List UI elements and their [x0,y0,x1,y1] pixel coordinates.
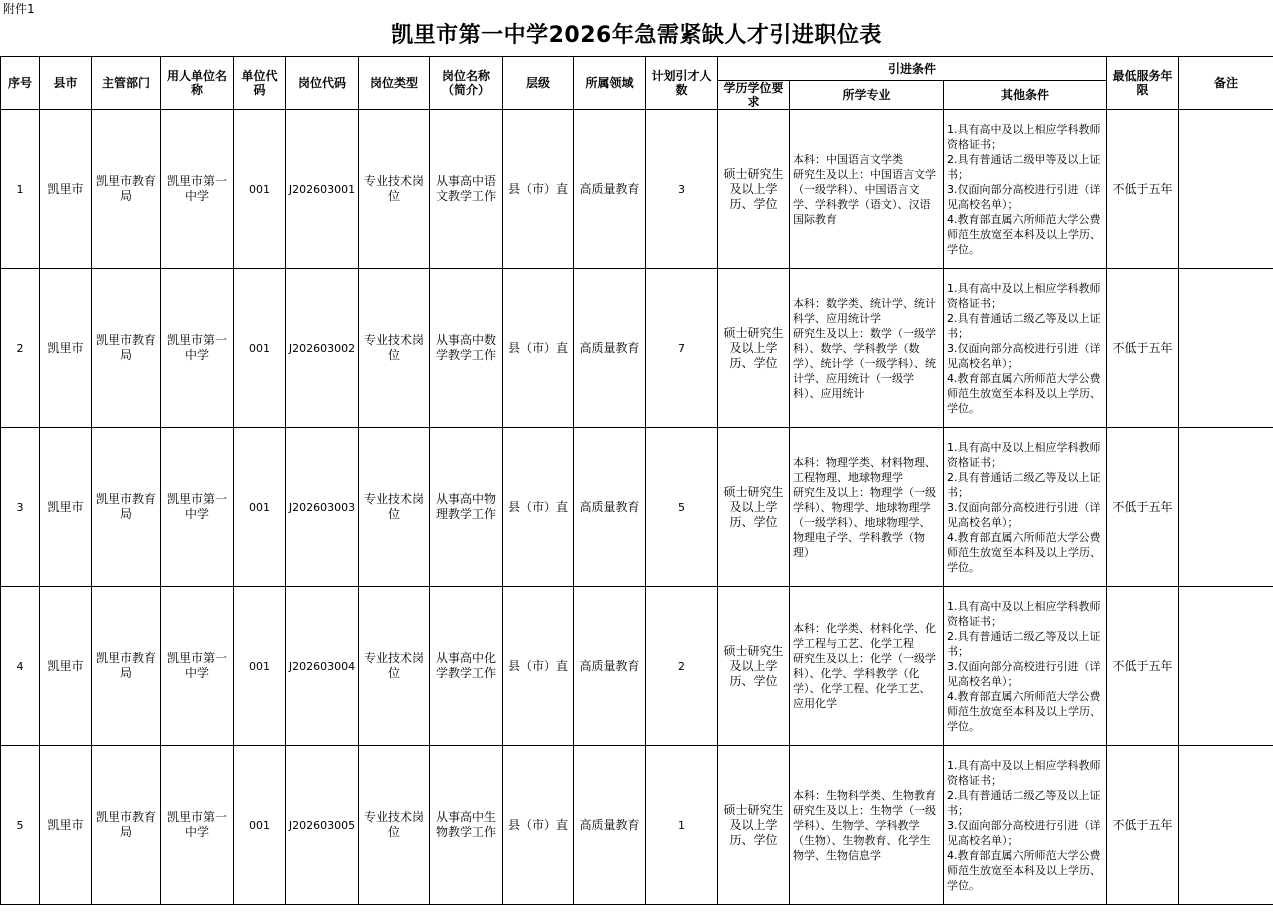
cell-service: 不低于五年 [1107,746,1179,905]
page-title: 凯里市第一中学2026年急需紧缺人才引进职位表 [391,23,882,48]
cell-county: 凯里市 [40,428,92,587]
header-dept: 主管部门 [92,57,161,110]
cell-major: 本科：生物科学类、生物教育 研究生及以上：生物学（一级学科）、生物学、学科教学（生物）、生物教育、化学生物学、生物信息学 [790,746,944,905]
cell-degree: 硕士研究生及以上学历、学位 [718,587,790,746]
cell-seq: 4 [1,587,40,746]
cell-plan: 7 [646,269,718,428]
cell-dept: 凯里市教育局 [92,428,161,587]
cell-unit-name: 凯里市第一中学 [161,587,234,746]
cell-dept: 凯里市教育局 [92,269,161,428]
header-post-name: 岗位名称（简介） [430,57,503,110]
table-row [1,587,1273,746]
cell-unit-name: 凯里市第一中学 [161,428,234,587]
cell-plan: 1 [646,746,718,905]
cell-remark [1179,269,1273,428]
header-field: 所属领域 [574,57,646,110]
cell-unit-code: 001 [234,746,286,905]
cell-county: 凯里市 [40,587,92,746]
header-other: 其他条件 [944,81,1107,110]
cell-service: 不低于五年 [1107,428,1179,587]
table-row [1,746,1273,905]
cell-remark [1179,428,1273,587]
header-unit-name: 用人单位名称 [161,57,234,110]
cell-degree: 硕士研究生及以上学历、学位 [718,269,790,428]
cell-field: 高质量教育 [574,269,646,428]
cell-county: 凯里市 [40,110,92,269]
cell-other: 1.具有高中及以上相应学科教师资格证书； 2.具有普通话二级乙等及以上证书； 3.仅面向部分高校进行引进（详见高校名单）； 4.教育部直属六所师范大学公费师范生放宽至本科及以上学历、学位。 [944,746,1107,905]
header-county: 县市 [40,57,92,110]
cell-degree: 硕士研究生及以上学历、学位 [718,110,790,269]
cell-post-code: J202603002 [286,269,359,428]
cell-seq: 1 [1,110,40,269]
cell-level: 县（市）直 [503,587,574,746]
cell-other: 1.具有高中及以上相应学科教师资格证书； 2.具有普通话二级乙等及以上证书； 3.仅面向部分高校进行引进（详见高校名单）； 4.教育部直属六所师范大学公费师范生放宽至本科及以上学历、学位。 [944,587,1107,746]
cell-level: 县（市）直 [503,110,574,269]
header-unit-code: 单位代码 [234,57,286,110]
cell-level: 县（市）直 [503,746,574,905]
cell-service: 不低于五年 [1107,587,1179,746]
table-row [1,428,1273,587]
cell-seq: 3 [1,428,40,587]
attachment-label: 附件1 [3,2,35,16]
cell-post-type: 专业技术岗位 [359,746,430,905]
cell-degree: 硕士研究生及以上学历、学位 [718,746,790,905]
header-level: 层级 [503,57,574,110]
cell-degree: 硕士研究生及以上学历、学位 [718,428,790,587]
cell-major: 本科：中国语言文学类 研究生及以上：中国语言文学（一级学科）、中国语言文学、学科教学（语文）、汉语国际教育 [790,110,944,269]
cell-post-code: J202603004 [286,587,359,746]
cell-county: 凯里市 [40,746,92,905]
positions-table [0,56,1273,905]
table-row [1,110,1273,269]
cell-post-code: J202603005 [286,746,359,905]
cell-field: 高质量教育 [574,110,646,269]
cell-unit-name: 凯里市第一中学 [161,110,234,269]
cell-post-type: 专业技术岗位 [359,269,430,428]
cell-dept: 凯里市教育局 [92,110,161,269]
cell-post-name: 从事高中语文教学工作 [430,110,503,269]
cell-level: 县（市）直 [503,269,574,428]
cell-remark [1179,110,1273,269]
cell-field: 高质量教育 [574,587,646,746]
cell-major: 本科：物理学类、材料物理、工程物理、地球物理学 研究生及以上：物理学（一级学科）、物理学、地球物理学（一级学科）、地球物理学、物理电子学、学科教学（物理） [790,428,944,587]
cell-unit-code: 001 [234,587,286,746]
header-conditions: 引进条件 [718,57,1107,81]
header-major: 所学专业 [790,81,944,110]
cell-unit-code: 001 [234,269,286,428]
header-post-code: 岗位代码 [286,57,359,110]
cell-plan: 3 [646,110,718,269]
cell-plan: 2 [646,587,718,746]
cell-remark [1179,587,1273,746]
cell-major: 本科：化学类、材料化学、化学工程与工艺、化学工程 研究生及以上：化学（一级学科）、化学、学科教学（化学）、化学工程、化学工艺、应用化学 [790,587,944,746]
cell-seq: 2 [1,269,40,428]
header-seq: 序号 [1,57,40,110]
cell-service: 不低于五年 [1107,269,1179,428]
cell-other: 1.具有高中及以上相应学科教师资格证书； 2.具有普通话二级乙等及以上证书； 3.仅面向部分高校进行引进（详见高校名单）； 4.教育部直属六所师范大学公费师范生放宽至本科及以上学历、学位。 [944,428,1107,587]
cell-major: 本科：数学类、统计学、统计科学、应用统计学 研究生及以上：数学（一级学科）、数学、学科教学（数学）、统计学（一级学科）、统计学、应用统计（一级学科）、应用统计 [790,269,944,428]
cell-unit-code: 001 [234,110,286,269]
cell-post-name: 从事高中数学教学工作 [430,269,503,428]
cell-unit-name: 凯里市第一中学 [161,269,234,428]
cell-post-code: J202603001 [286,110,359,269]
cell-other: 1.具有高中及以上相应学科教师资格证书； 2.具有普通话二级乙等及以上证书； 3.仅面向部分高校进行引进（详见高校名单）； 4.教育部直属六所师范大学公费师范生放宽至本科及以上学历、学位。 [944,269,1107,428]
cell-other: 1.具有高中及以上相应学科教师资格证书； 2.具有普通话二级甲等及以上证书； 3.仅面向部分高校进行引进（详见高校名单）； 4.教育部直属六所师范大学公费师范生放宽至本科及以上学历、学位。 [944,110,1107,269]
cell-remark [1179,746,1273,905]
cell-post-name: 从事高中化学教学工作 [430,587,503,746]
cell-dept: 凯里市教育局 [92,587,161,746]
header-service: 最低服务年限 [1107,57,1179,110]
table-row [1,269,1273,428]
cell-service: 不低于五年 [1107,110,1179,269]
cell-post-type: 专业技术岗位 [359,428,430,587]
cell-county: 凯里市 [40,269,92,428]
cell-plan: 5 [646,428,718,587]
cell-field: 高质量教育 [574,746,646,905]
cell-level: 县（市）直 [503,428,574,587]
cell-post-type: 专业技术岗位 [359,110,430,269]
cell-post-name: 从事高中物理教学工作 [430,428,503,587]
header-remark: 备注 [1179,57,1273,110]
cell-dept: 凯里市教育局 [92,746,161,905]
cell-post-name: 从事高中生物教学工作 [430,746,503,905]
cell-post-code: J202603003 [286,428,359,587]
cell-field: 高质量教育 [574,428,646,587]
cell-unit-name: 凯里市第一中学 [161,746,234,905]
header-degree: 学历学位要求 [718,81,790,110]
cell-post-type: 专业技术岗位 [359,587,430,746]
header-post-type: 岗位类型 [359,57,430,110]
cell-unit-code: 001 [234,428,286,587]
header-plan: 计划引才人数 [646,57,718,110]
cell-seq: 5 [1,746,40,905]
